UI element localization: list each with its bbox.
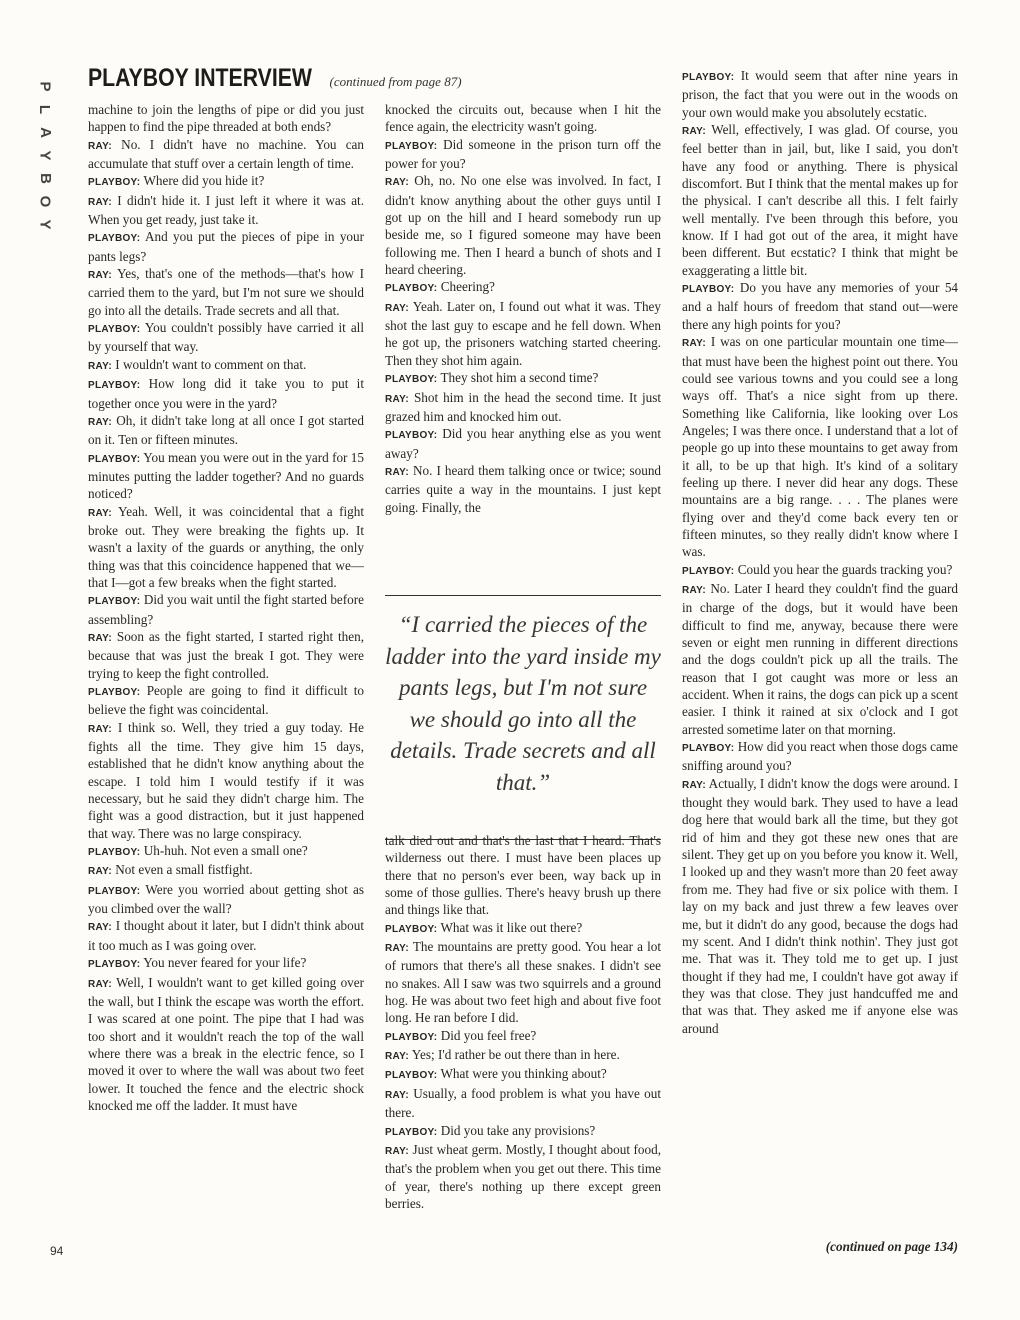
interview-paragraph — [385, 101, 661, 136]
speaker-label: RAY: — [682, 338, 706, 350]
speaker-label: PLAYBOY: — [385, 283, 438, 295]
interview-paragraph — [385, 425, 661, 462]
speaker-label: RAY: — [385, 393, 409, 405]
continued-from-note: (continued from page 87) — [329, 74, 462, 89]
side-label-letter: O — [36, 195, 54, 208]
paragraph-text: talk died out and that's the last that I heard. That's wilderness out there. I must have been places up there that no person's ever been, way back up in some of those gullies. There's heavy brush up there and things like that. — [385, 833, 661, 918]
interview-paragraph — [88, 449, 364, 503]
interview-paragraph — [88, 101, 364, 136]
paragraph-text: Did you feel free? — [440, 1027, 537, 1043]
column-2-top — [385, 101, 661, 516]
column-2-bottom — [385, 832, 661, 1212]
paragraph-text: Shot him in the head the second time. It just grazed him and knocked him out. — [385, 389, 661, 424]
interview-paragraph — [682, 738, 958, 775]
interview-paragraph — [385, 462, 661, 516]
interview-paragraph — [385, 832, 661, 919]
paragraph-text: Well, I wouldn't want to get killed going over the wall, but I think the escape was worth the effort. I was scared at one point. The pipe that I had was too short and it wouldn't reach the top of the wall where there was a break in the electric fence, so I moved it over to where the wall was about two feet lower. It touched the fence and the electric shock knocked me off the ladder. It must have — [88, 974, 365, 1113]
speaker-label: PLAYBOY: — [682, 743, 735, 755]
speaker-label: RAY: — [385, 177, 409, 189]
side-label-letter: Y — [36, 219, 54, 230]
paragraph-text: No. Later I heard they couldn't find the guard in charge of the dogs, but it would have been difficult to find me, anyway, because there were seven or eight men running in different directions and the dogs couldn't pick up all the trails. The reason that I got caught was more or less an accident. When it rains, the dogs can pick up a scent easier. I think it rained at six o'clock and I got arrested sometime later on that morning. — [682, 580, 958, 737]
interview-paragraph — [88, 375, 364, 412]
interview-paragraph — [385, 172, 661, 278]
interview-paragraph — [385, 369, 661, 388]
speaker-label: PLAYBOY: — [385, 430, 438, 442]
paragraph-text: Oh, no. No one else was involved. In fact, I didn't know anything about the other guys until I got up on the hill and I heard somebody run up beside me, so I figured someone may have been following me. Then I heard a bunch of shots and I heard cheering. — [385, 173, 662, 278]
paragraph-text: How long did it take you to put it together once you were in the yard? — [88, 376, 365, 411]
paragraph-text: No. I didn't have no machine. You can accumulate that stuff over a certain length of time. — [88, 136, 364, 172]
interview-paragraph — [385, 1085, 661, 1122]
interview-paragraph — [88, 861, 364, 880]
speaker-label: PLAYBOY: — [385, 1126, 438, 1138]
paragraph-text: Just wheat germ. Mostly, I thought about food, that's the problem when you get out there. This time of year, there's nothing up there except green berries. — [385, 1141, 662, 1211]
interview-paragraph — [88, 881, 364, 918]
pull-quote-rule-top — [385, 595, 661, 596]
paragraph-text: Soon as the fight started, I started right then, because that was just the break I got. They were trying to keep the fight controlled. — [88, 628, 364, 681]
interview-paragraph — [682, 561, 958, 580]
speaker-label: RAY: — [88, 196, 112, 208]
paragraph-text: What was it like out there? — [440, 919, 583, 935]
interview-paragraph — [385, 1141, 661, 1212]
paragraph-text: Did you take any provisions? — [440, 1122, 596, 1138]
interview-paragraph — [88, 265, 364, 319]
speaker-label: PLAYBOY: — [88, 687, 141, 698]
paragraph-text: Do you have any memories of your 54 and a half hours of freedom that stand out—were there any high points for you? — [682, 280, 959, 332]
paragraph-text: People are going to find it difficult to believe the fight was coincidental. — [88, 683, 365, 718]
interview-header — [88, 64, 462, 93]
interview-title: PLAYBOY INTERVIEW — [88, 64, 312, 92]
interview-paragraph — [88, 319, 364, 356]
speaker-label: PLAYBOY: — [385, 1070, 438, 1082]
speaker-label: PLAYBOY: — [682, 284, 735, 296]
paragraph-text: Yes; I'd rather be out there than in here. — [411, 1047, 620, 1063]
interview-paragraph — [88, 628, 364, 682]
speaker-label: RAY: — [88, 866, 112, 878]
paragraph-text: I was on one particular mountain one time—that must have been the highest point out there. You could see various towns and you could see a long ways off. That's a nice sight from up there. Something like California, like looking over Los Angeles; I was there once. I understand that a lot of people go up into these mountains to get away from it all, to be up that high. It's kind of a solitary feeling up there. I never did hear any dogs. These mountains are a big range. . . . The planes were flying over and they'd come back every ten or fifteen minutes, so they really didn't know where I was. — [682, 334, 958, 560]
paragraph-text: Oh, it didn't take long at all once I got started on it. Ten or fifteen minutes. — [88, 412, 364, 448]
paragraph-text: I didn't hide it. I just left it where it was at. When you get ready, just take it. — [88, 192, 365, 228]
speaker-label: PLAYBOY: — [88, 177, 141, 189]
speaker-label: RAY: — [88, 360, 112, 372]
paragraph-text: What were you thinking about? — [440, 1066, 607, 1082]
paragraph-text: Did you wait until the fight started before assembling? — [88, 592, 365, 627]
interview-paragraph — [88, 228, 364, 265]
pull-quote-box — [385, 595, 661, 843]
speaker-label: PLAYBOY: — [88, 885, 141, 897]
speaker-label: PLAYBOY: — [88, 596, 141, 608]
interview-paragraph — [385, 278, 661, 297]
continued-on-note: (continued on page 134) — [825, 1239, 958, 1254]
interview-paragraph — [88, 503, 364, 592]
side-magazine-label — [30, 75, 60, 236]
paragraph-text: Usually, a food problem is what you have out there. — [385, 1085, 661, 1121]
interview-paragraph — [88, 192, 364, 229]
interview-paragraph — [88, 356, 364, 375]
paragraph-text: Where did you hide it? — [143, 173, 265, 189]
interview-paragraph — [88, 136, 364, 173]
speaker-label: PLAYBOY: — [88, 959, 141, 971]
paragraph-text: Actually, I didn't know the dogs were around. I thought they would bark. They used to have a lead dog here that would bark all the time, but they got rid of him and they got these new ones that are silent. They get up on you before you know it. Well, I looked up and they wasn't more than 20 feet away from me. They had five or six police with them. I lay on my back and just threw a few leaves over me, but it didn't do any good, because the dogs had my scent. And I didn't think nothin'. They just got me. That was it. They told me to get up. I just thought if they had me, I couldn't have got away if they was that close. They just handcuffed me and that was that. They asked me if anyone else was around — [682, 775, 958, 1036]
paragraph-text: No. I heard them talking once or twice; sound carries quite a way in the mountains. I just kept going. Finally, the — [385, 462, 662, 515]
speaker-label: RAY: — [682, 779, 706, 791]
side-label-letter: Y — [36, 150, 54, 161]
paragraph-text: Yes, that's one of the methods—that's how I carried them to the yard, but I'm not sure we should go into all the details. Trade secrets and all that. — [88, 266, 364, 318]
paragraph-text: Yeah. Later on, I found out what it was. They shot the last guy to escape and he fell down. When he got up, the prisoners watching started cheering. Then they shot him again. — [385, 298, 661, 368]
speaker-label: PLAYBOY: — [88, 324, 141, 336]
speaker-label: RAY: — [385, 943, 409, 955]
paragraph-text: Were you worried about getting shot as you climbed over the wall? — [88, 881, 364, 917]
paragraph-text: Not even a small fistfight. — [115, 862, 253, 878]
interview-paragraph — [682, 775, 958, 1037]
speaker-label: RAY: — [385, 1051, 409, 1063]
speaker-label: PLAYBOY: — [385, 374, 438, 386]
interview-paragraph — [88, 842, 364, 861]
interview-paragraph — [682, 279, 958, 333]
speaker-label: RAY: — [88, 922, 112, 934]
speaker-label: RAY: — [682, 584, 706, 596]
paragraph-text: Could you hear the guards tracking you? — [737, 561, 953, 577]
speaker-label: RAY: — [385, 1145, 409, 1157]
paragraph-text: Cheering? — [440, 279, 495, 295]
interview-paragraph — [682, 580, 958, 738]
speaker-label: PLAYBOY: — [88, 380, 141, 392]
side-label-letter: P — [36, 81, 54, 92]
speaker-label: PLAYBOY: — [88, 847, 141, 859]
column-3 — [682, 67, 958, 1037]
paragraph-text: It would seem that after nine years in prison, the fact that you were out in the woods on your own would make you absolutely ecstatic. — [682, 68, 958, 120]
speaker-label: PLAYBOY: — [385, 1031, 438, 1043]
paragraph-text: I thought about it later, but I didn't think about it too much as I was going over. — [88, 918, 365, 953]
speaker-label: PLAYBOY: — [385, 140, 438, 152]
paragraph-text: How did you react when those dogs came sniffing around you? — [682, 739, 958, 774]
interview-paragraph — [682, 333, 958, 560]
interview-paragraph — [88, 682, 364, 719]
speaker-label: PLAYBOY: — [88, 233, 141, 245]
paragraph-text: Yeah. Well, it was coincidental that a fight broke out. They were breaking the fights up. It wasn't a laxity of the guards or anything, the only thing was that this coincidence happened that we—that I—got a few breaks when the fight started. — [88, 503, 364, 590]
interview-paragraph — [88, 719, 364, 842]
continued-on-note-wrap — [682, 1238, 958, 1255]
speaker-label: RAY: — [88, 507, 112, 519]
speaker-label: RAY: — [88, 270, 112, 282]
pull-quote: “I carried the pieces of the ladder into the yard inside my pants legs, but I'm not sure we should go into all the details. Trade secrets and all that.” — [385, 612, 661, 795]
interview-paragraph — [88, 591, 364, 628]
interview-paragraph — [88, 917, 364, 954]
paragraph-text: Did someone in the prison turn off the power for you? — [385, 136, 661, 172]
interview-paragraph — [88, 974, 364, 1115]
paragraph-text: I think so. Well, they tried a guy today. He fights all the time. They give him 15 days, established that he didn't know anything about the escape. I told him I would testify if it was necessary, but he said they didn't charge him. The fight was a good distraction, but it just happened that way. There was no large conspiracy. — [88, 719, 364, 841]
side-label-letter: A — [36, 127, 54, 138]
interview-paragraph — [385, 389, 661, 426]
interview-paragraph — [682, 67, 958, 121]
speaker-label: RAY: — [88, 978, 112, 990]
paragraph-text: They shot him a second time? — [440, 370, 599, 386]
interview-paragraph — [88, 954, 364, 973]
paragraph-text: You mean you were out in the yard for 15 minutes putting the ladder together? And no guards noticed? — [88, 449, 364, 502]
paragraph-text: You couldn't possibly have carried it all by yourself that way. — [88, 320, 364, 355]
speaker-label: RAY: — [88, 416, 112, 428]
column-1 — [88, 101, 364, 1114]
paragraph-text: I wouldn't want to comment on that. — [115, 356, 307, 372]
paragraph-text: Well, effectively, I was glad. Of course, you feel better than in jail, but, like I said, you don't have any food or anything. There is physical discomfort. But I think that the mental makes up for the physical. I can't describe all this. I felt fairly well mentally. I've been through this before, you know. If I had got out of the area, it might have been different. But ecstatic? I think that might be exaggerating a little bit. — [682, 122, 958, 278]
speaker-label: PLAYBOY: — [682, 72, 735, 83]
interview-paragraph — [385, 1046, 661, 1065]
interview-paragraph — [385, 938, 661, 1027]
interview-paragraph — [88, 412, 364, 449]
speaker-label: RAY: — [385, 1089, 409, 1101]
paragraph-text: The mountains are pretty good. You hear a lot of rumors that there's all these snakes. I didn't see no snakes. All I saw was two squirrels and a ground hog. He was about two feet high and about five foot long. He ran before I did. — [385, 939, 661, 1026]
speaker-label: PLAYBOY: — [88, 453, 141, 465]
interview-paragraph — [385, 1065, 661, 1084]
interview-paragraph — [385, 1027, 661, 1046]
interview-paragraph — [385, 136, 661, 173]
side-label-letter: B — [36, 173, 54, 184]
page-number: 94 — [50, 1244, 64, 1258]
interview-paragraph — [385, 1122, 661, 1141]
speaker-label: RAY: — [682, 126, 706, 138]
paragraph-text: You never feared for your life? — [143, 955, 307, 971]
speaker-label: RAY: — [385, 302, 409, 314]
speaker-label: PLAYBOY: — [682, 565, 735, 577]
speaker-label: PLAYBOY: — [385, 923, 438, 935]
speaker-label: RAY: — [88, 140, 112, 152]
interview-paragraph — [682, 121, 958, 279]
paragraph-text: machine to join the lengths of pipe or did you just happen to find the pipe threaded at both ends? — [88, 102, 364, 135]
speaker-label: RAY: — [385, 466, 409, 478]
paragraph-text: knocked the circuits out, because when I hit the fence again, the electricity wasn't going. — [385, 102, 661, 135]
interview-paragraph — [385, 298, 661, 369]
interview-paragraph — [385, 919, 661, 938]
side-label-letter: L — [36, 104, 54, 115]
paragraph-text: And you put the pieces of pipe in your pants legs? — [88, 229, 364, 264]
paragraph-text: Did you hear anything else as you went away? — [385, 426, 662, 461]
speaker-label: RAY: — [88, 632, 112, 644]
interview-paragraph — [88, 172, 364, 191]
speaker-label: RAY: — [88, 723, 112, 735]
paragraph-text: Uh-huh. Not even a small one? — [143, 843, 308, 859]
